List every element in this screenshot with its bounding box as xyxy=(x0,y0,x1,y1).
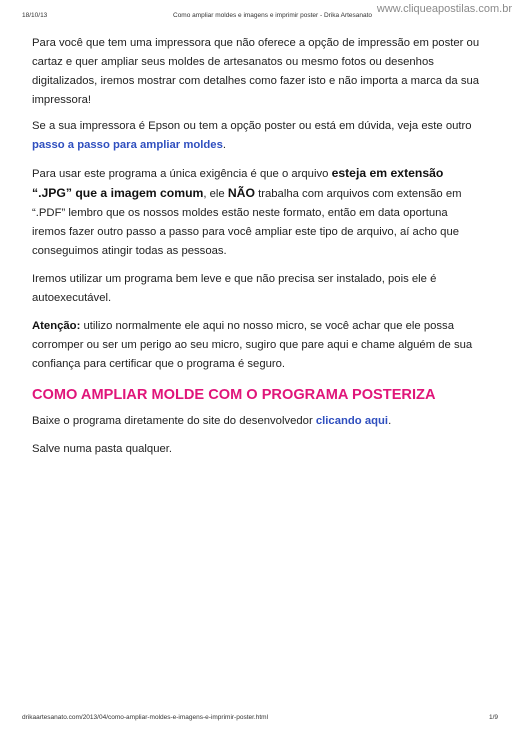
footer-url: drikaartesanato.com/2013/04/como-ampliar-moldes-e-imagens-e-imprimir-poster.html xyxy=(22,714,269,721)
jpg-requirement-bold: esteja em extensão “.JPG” que a imagem comum xyxy=(32,166,444,200)
intro-paragraph: Para você que tem uma impressora que não oferece a opção de impressão em poster ou cartaz e quer ampliar seus moldes de artesanatos ou mesmo fotos ou desenhos digitalizados, iremos mostrar com detalhes como fazer isto e não importa a marca da sua impressora! xyxy=(32,37,480,106)
requirement-mid: , ele xyxy=(203,188,228,200)
section-heading: COMO AMPLIAR MOLDE COM O PROGRAMA POSTERIZA xyxy=(32,387,436,403)
header-watermark: www.cliqueapostilas.com.br xyxy=(376,3,512,15)
download-period: . xyxy=(388,415,392,427)
requirement-text: Para usar este programa a única exigência é que o arquivo xyxy=(32,168,332,180)
requirement-paragraph xyxy=(32,164,480,261)
attention-paragraph xyxy=(32,317,480,374)
article-body xyxy=(32,34,480,468)
header-date: 18/10/13 xyxy=(22,12,48,19)
header-page-title: Como ampliar moldes e imagens e imprimir poster - Drika Artesanato xyxy=(173,12,373,19)
epson-paragraph xyxy=(32,117,480,155)
nao-bold: NÃO xyxy=(227,186,255,200)
download-text: Baixe o programa diretamente do site do desenvolvedor xyxy=(32,415,316,427)
requirement-rest: trabalha com arquivos com extensão em “.PDF” lembro que os nossos moldes estão neste formato, então em data oportuna iremos fazer outro passo a passo para você ampliar este tipo de arquivo, aí acho que conseguimos atingir todas as pessoas. xyxy=(32,188,462,257)
save-paragraph: Salve numa pasta qualquer. xyxy=(32,443,173,455)
footer-page-number: 1/9 xyxy=(488,714,498,721)
attention-label: Atenção: xyxy=(32,320,81,332)
passo-a-passo-link[interactable]: passo a passo para ampliar moldes xyxy=(32,139,223,151)
clicando-aqui-link[interactable]: clicando aqui xyxy=(315,415,389,427)
epson-period: . xyxy=(222,139,227,151)
program-paragraph: Iremos utilizar um programa bem leve e que não precisa ser instalado, pois ele é autoexecutável. xyxy=(32,273,437,304)
attention-text: utilizo normalmente ele aqui no nosso micro, se você achar que ele possa corromper ou ser um perigo ao seu micro, sugiro que pare aqui e chame alguém de sua confiança para certificar que o programa é seguro. xyxy=(32,320,473,370)
download-paragraph xyxy=(32,412,480,431)
epson-text: Se a sua impressora é Epson ou tem a opção poster ou está em dúvida, veja este outro xyxy=(32,120,472,132)
